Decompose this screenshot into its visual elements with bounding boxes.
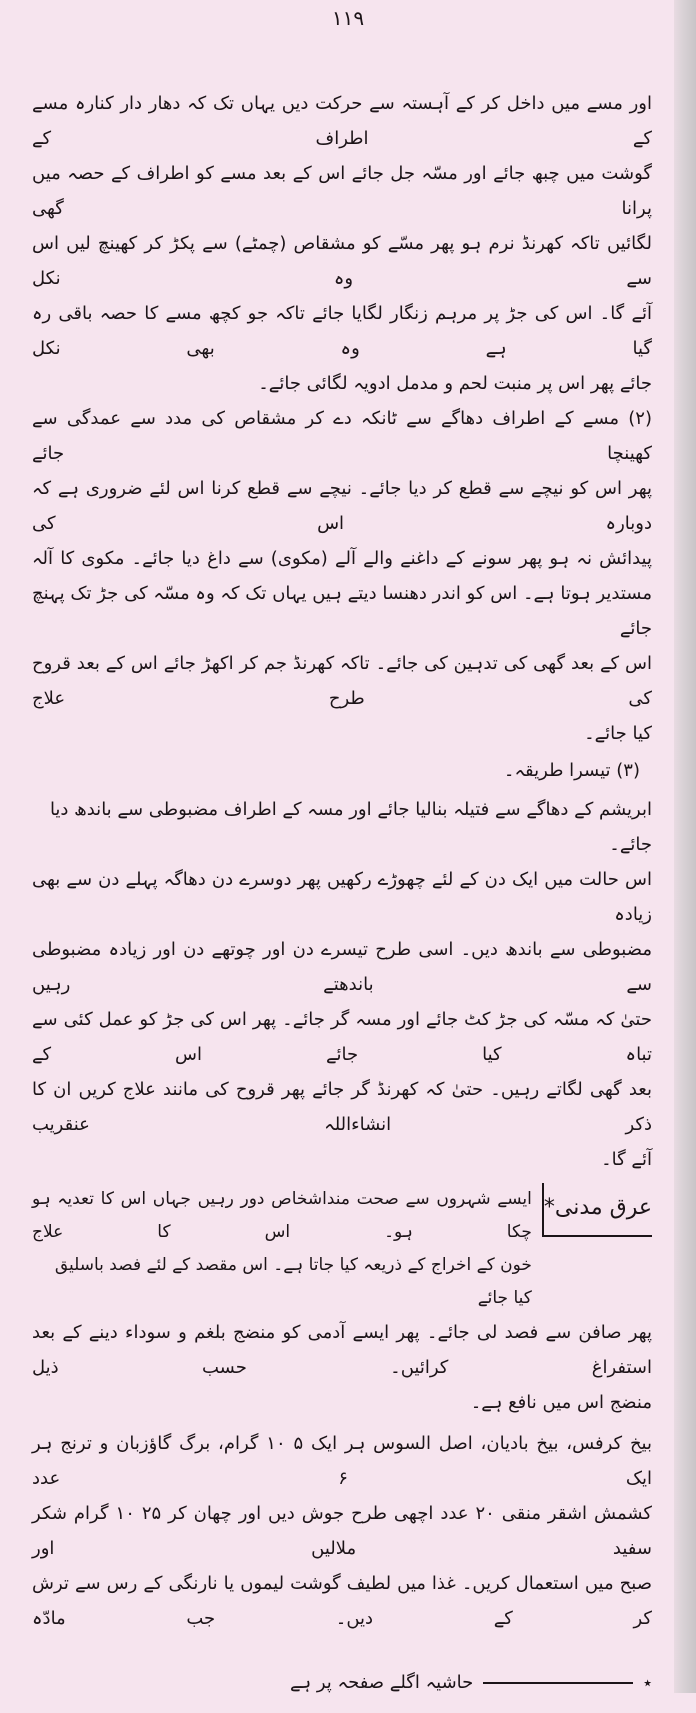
text-line: صبح میں استعمال کریں۔ غذا میں لطیف گوشت لیموں یا نارنگی کے رس سے ترش کر کے دیں۔ جب مادّہ <box>32 1573 652 1629</box>
side-heading-box: عرق مدنی* <box>542 1183 652 1237</box>
text-line: منضج اس میں نافع ہے۔ <box>470 1392 652 1413</box>
text-line: حتیٰ کہ مسّہ کی جڑ کٹ جائے اور مسہ گر جائے۔ پھر اس کی جڑ کو عمل کئی سے تباہ کیا جائے اس کے <box>32 1009 652 1065</box>
text-line: پیدائش نہ ہو پھر سونے کے داغنے والے آلے (مکوی) سے داغ دیا جائے۔ مکوی کا آلہ <box>32 548 652 569</box>
side-heading-section <box>32 1183 652 1315</box>
page-number: ۱۱۹ <box>331 6 365 30</box>
text-line: آئے گا۔ اس کی جڑ پر مرہم زنگار لگایا جائے تاکہ جو کچھ مسے کا حصہ باقی رہ گیا ہے وہ بھی نکل <box>32 303 652 359</box>
asterisk-marker-icon: ٭ <box>643 1673 652 1692</box>
text-line: مضبوطی سے باندھ دیں۔ اسی طرح تیسرے دن اور چوتھے دن اور زیادہ مضبوطی سے باندھتے رہیں <box>32 939 652 995</box>
text-line: ابریشم کے دھاگے سے فتیلہ بنالیا جائے اور مسہ کے اطراف مضبوطی سے باندھ دیا جائے۔ <box>49 799 652 855</box>
text-line: اس حالت میں ایک دن کے لئے چھوڑے رکھیں پھر دوسرے دن دھاگہ پہلے دن سے بھی زیادہ <box>32 869 652 925</box>
side-text <box>32 1183 532 1315</box>
text-line: (۲) مسے کے اطراف دھاگے سے ٹانکہ دے کر مشقاص کی مدد سے عمدگی سے کھینچا جائے <box>32 408 652 464</box>
footnote-text: حاشیہ اگلے صفحہ پر ہے <box>290 1672 474 1693</box>
text-line: خون کے اخراج کے ذریعہ کیا جاتا ہے۔ اس مقصد کے لئے فصد باسلیق کیا جائے <box>54 1255 532 1308</box>
text-line: بعد گھی لگاتے رہیں۔ حتیٰ کہ کھرنڈ گر جائے پھر قروح کی مانند علاج کریں ان کا ذکر انشاءاللہ عنقریب <box>32 1079 652 1135</box>
page-body <box>32 86 652 1636</box>
text-line: اس کے بعد گھی کی تدہین کی جائے۔ تاکہ کھرنڈ جم کر اکھڑ جائے اس کے بعد قروح کی طرح علاج <box>32 653 652 709</box>
text-line: ایسے شہروں سے صحت منداشخاص دور رہیں جہاں اس کا تعدیہ ہو چکا ہو۔ اس کا علاج <box>32 1189 532 1242</box>
text-line: مستدیر ہوتا ہے۔ اس کو اندر دھنسا دیتے ہیں یہاں تک کہ وہ مسّہ کی جڑ تک پہنچ جائے <box>32 583 652 639</box>
section-heading: (۳) تیسرا طریقہ۔ <box>503 760 640 781</box>
text-line: جائے پھر اس پر منبت لحم و مدمل ادویہ لگائی جائے۔ <box>258 373 652 394</box>
footnote-continuation <box>60 1672 652 1693</box>
text-line: اور مسے میں داخل کر کے آہستہ سے حرکت دیں یہاں تک کہ دھار دار کنارہ مسے کے اطراف کے <box>32 93 652 149</box>
text-line: لگائیں تاکہ کھرنڈ نرم ہو پھر مسّے کو مشقاص (چمٹے) سے پکڑ کر کھینچ لیں اس سے وہ نکل <box>32 233 652 289</box>
book-binding-edge <box>674 0 696 1693</box>
text-line: کیا جائے۔ <box>584 723 652 744</box>
text-line: بیخ کرفس، بیخ بادیان، اصل السوس ہر ایک ۵ ۱۰ گرام، برگ گاؤزبان و ترنج ہر ایک ۶ عدد <box>32 1433 653 1489</box>
footnote-rule <box>483 1682 633 1684</box>
text-line: آئے گا۔ <box>601 1149 652 1170</box>
text-line: گوشت میں چبھ جائے اور مسّہ جل جائے اس کے بعد مسے کو اطراف کے حصہ میں پرانا گھی <box>32 163 652 219</box>
text-line: پھر صافن سے فصد لی جائے۔ پھر ایسے آدمی کو منضج بلغم و سوداء دینے کے بعد استفراغ کرائیں۔ حسب ذیل <box>32 1322 652 1378</box>
text-line: کشمش اشقر منقی ۲۰ عدد اچھی طرح جوش دیں اور چھان کر ۲۵ ۱۰ گرام شکر سفید ملالیں اور <box>32 1503 652 1559</box>
text-line: پھر اس کو نیچے سے قطع کر دیا جائے۔ نیچے سے قطع کرنا اس لئے ضروری ہے کہ دوبارہ اس کی <box>32 478 652 534</box>
